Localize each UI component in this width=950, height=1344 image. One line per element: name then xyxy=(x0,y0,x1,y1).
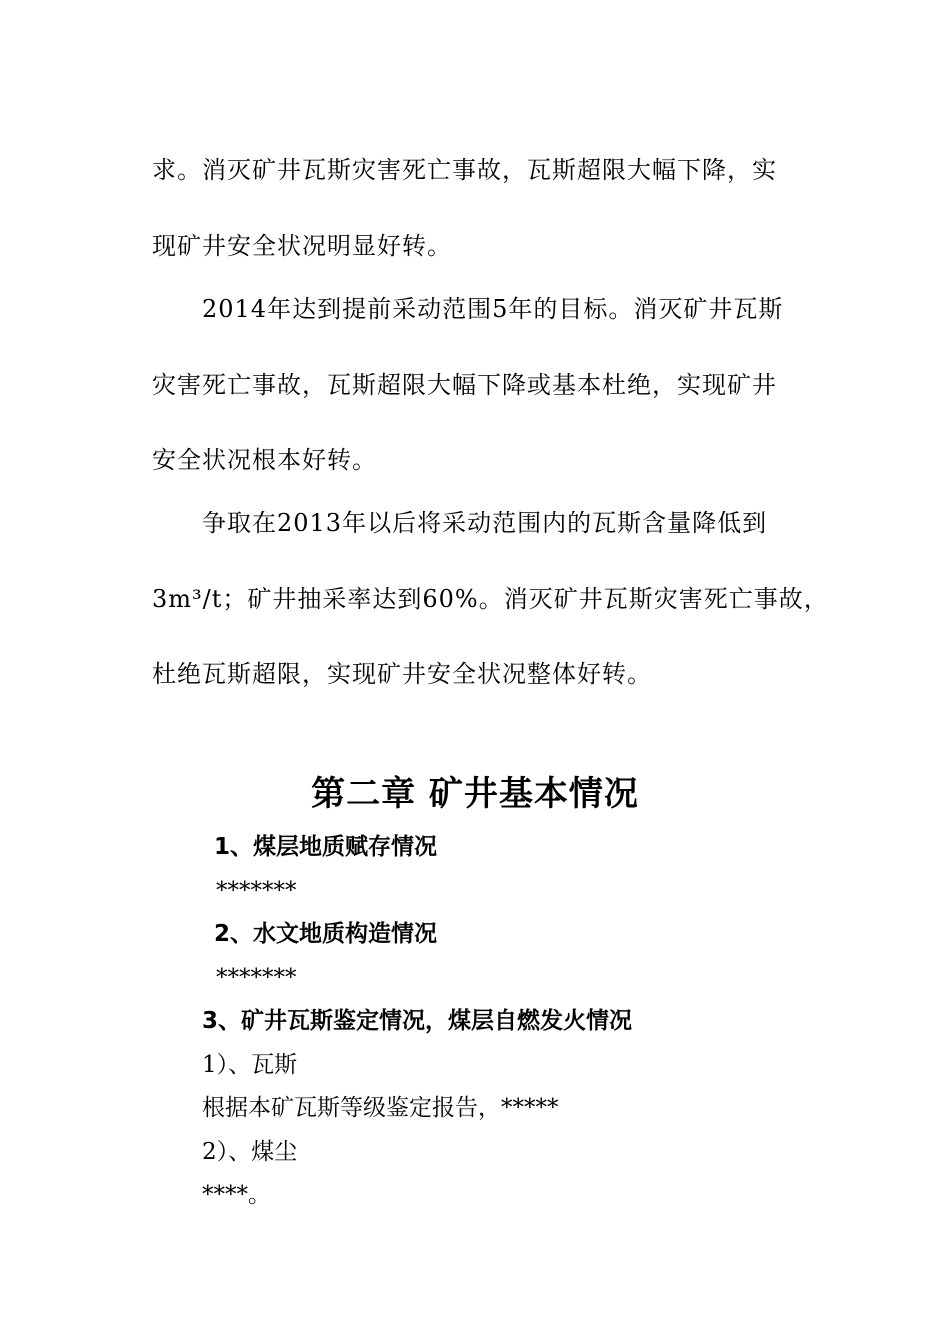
subsection-body: 根据本矿瓦斯等级鉴定报告，***** xyxy=(202,1095,559,1121)
paragraph-line: 争取在2013年以后将采动范围内的瓦斯含量降低到 xyxy=(202,509,768,537)
section-heading: 2、水文地质构造情况 xyxy=(214,921,438,947)
subsection-heading: 1）、瓦斯 xyxy=(202,1052,298,1078)
paragraph-line: 现矿井安全状况明显好转。 xyxy=(152,232,452,260)
chapter-title: 第二章 矿井基本情况 xyxy=(311,774,639,814)
paragraph-line: 杜绝瓦斯超限，实现矿井安全状况整体好转。 xyxy=(152,660,652,688)
paragraph-line: 求。消灭矿井瓦斯灾害死亡事故，瓦斯超限大幅下降，实 xyxy=(152,156,777,184)
section-body: ******* xyxy=(216,965,297,991)
subsection-heading: 2）、煤尘 xyxy=(202,1139,298,1165)
paragraph-line: 2014年达到提前采动范围5年的目标。消灭矿井瓦斯 xyxy=(202,295,784,323)
section-heading: 3、矿井瓦斯鉴定情况，煤层自燃发火情况 xyxy=(202,1008,633,1034)
paragraph-line: 安全状况根本好转。 xyxy=(152,446,377,474)
paragraph-line: 灾害死亡事故，瓦斯超限大幅下降或基本杜绝，实现矿井 xyxy=(152,371,777,399)
section-heading: 1、煤层地质赋存情况 xyxy=(214,834,438,860)
subsection-body: ****。 xyxy=(202,1182,271,1208)
paragraph-line: 3m³/t；矿井抽采率达到60%。消灭矿井瓦斯灾害死亡事故， xyxy=(152,585,829,613)
section-body: ******* xyxy=(216,878,297,904)
